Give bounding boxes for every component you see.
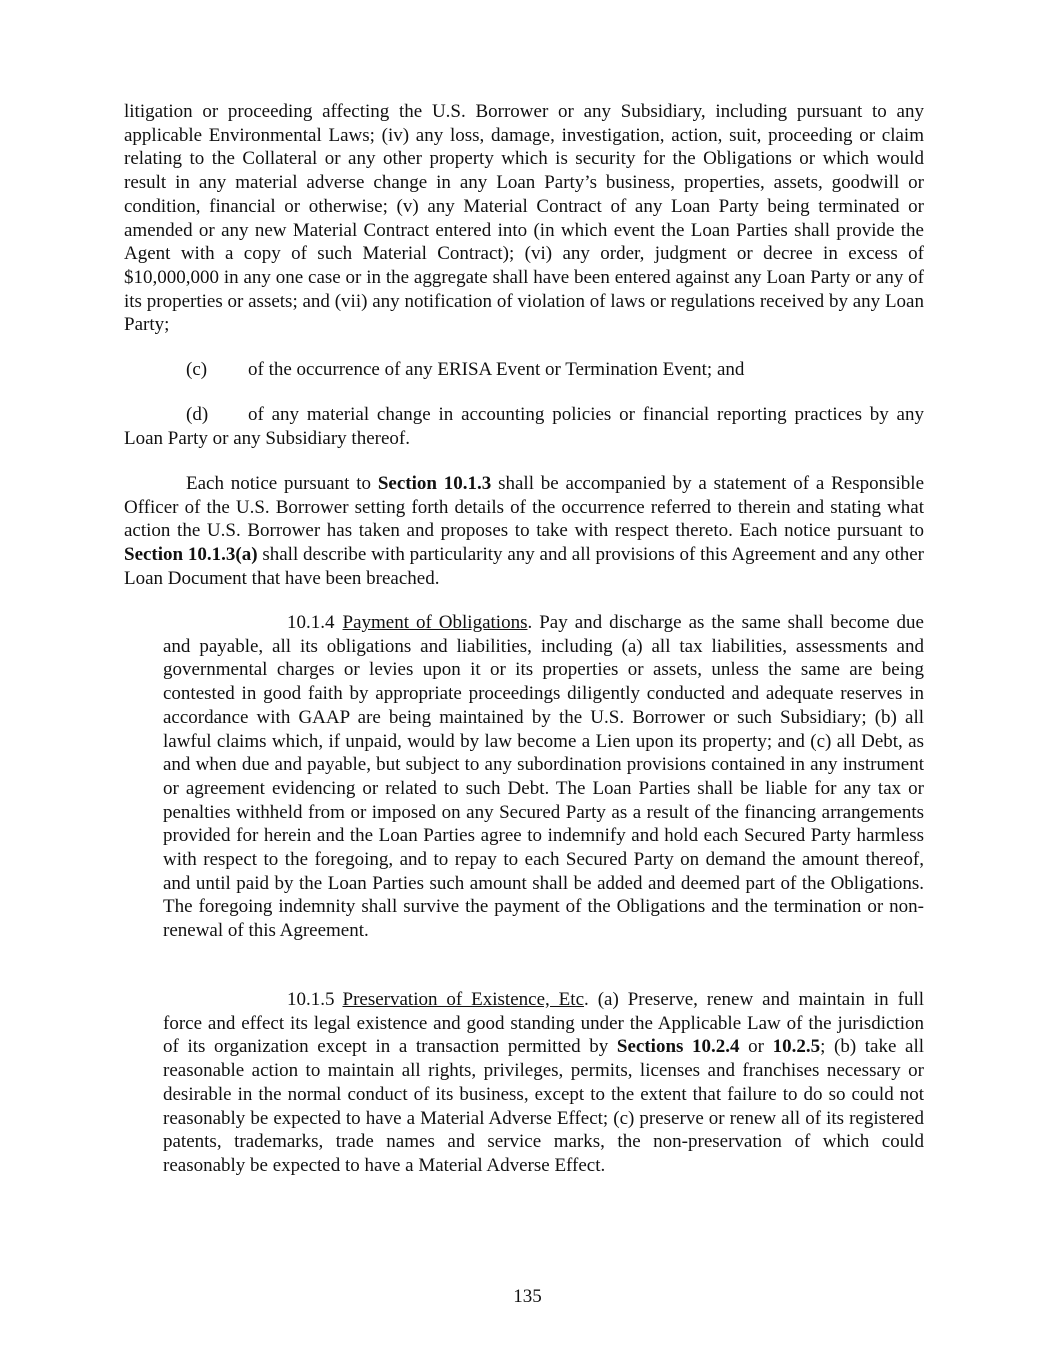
- section-10-1-4: [163, 611, 924, 943]
- each-notice-text-1: Each notice pursuant to: [186, 473, 378, 494]
- section-ref-10-2-4: Sections 10.2.4: [616, 1036, 740, 1058]
- item-d-label: (d): [186, 404, 209, 425]
- section-10-1-5-heading: Preservation of Existence, Etc: [342, 989, 585, 1010]
- section-ref-10-2-5: 10.2.5: [772, 1036, 821, 1058]
- item-c-label: (c): [186, 359, 208, 380]
- section-10-1-4-heading: Payment of Obligations: [342, 612, 528, 633]
- section-10-1-4-text: . Pay and discharge as the same shall become due and payable, all its obligations and liabilities, including (a) all tax liabilities, assessments and governmental charges or levies upon it or its properties or assets, unless the same are being contested in good faith by appropriate proceedings diligently conducted and adequate reserves in accordance with GAAP are being maintained by the U.S. Borrower or such Subsidiary; (b) all lawful claims which, if unpaid, would by law become a Lien upon its property; and (c) all Debt, as and when due and payable, but subject to any subordination provisions contained in any instrument or agreement evidencing or related to such Debt. The Loan Parties shall be liable for any tax or penalties withheld from or imposed on any Secured Party as a result of the financing arrangements provided for herein and the Loan Parties agree to indemnify and hold each Secured Party harmless with respect to the foregoing, and to repay to each Secured Party on demand the amount thereof, and until paid by the Loan Parties such amount shall be added and deemed part of the Obligations. The foregoing indemnity shall survive the payment of the Obligations and the termination or non-renewal of this Agreement.: [163, 612, 924, 942]
- section-10-1-5-text-2: or: [739, 1036, 773, 1058]
- section-10-1-5-text-1: . (a) Preserve, renew and maintain in full force and effect its legal existence and good standing under the Applicable Law of the jurisdiction of its organization except in a transaction permitted by: [163, 989, 924, 1058]
- section-ref-10-1-3a: Section 10.1.3(a): [124, 544, 258, 566]
- item-d-text: of any material change in accounting policies or financial reporting practices by any Loan Party or any Subsidiary thereof.: [124, 404, 924, 449]
- item-c-paragraph: [124, 358, 924, 382]
- section-10-1-5-text-3: ; (b) take all reasonable action to maintain all rights, privileges, permits, licenses and franchises necessary or desirable in the normal conduct of its business, except to the extent that failure to do so could not reasonably be expected to have a Material Adverse Effect; (c) preserve or renew all of its registered patents, trademarks, trade names and service marks, the non-preservation of which could reasonably be expected to have a Material Adverse Effect.: [163, 1036, 925, 1176]
- each-notice-text-3: shall describe with particularity any and all provisions of this Agreement and any other Loan Document that have been breached.: [124, 544, 924, 589]
- page-number: 135: [513, 1286, 542, 1307]
- section-ref-10-1-3: Section 10.1.3: [377, 473, 492, 494]
- item-d-paragraph: [124, 403, 924, 450]
- section-10-1-5: [163, 988, 924, 1178]
- intro-paragraph: litigation or proceeding affecting the U.S. Borrower or any Subsidiary, including pursuant to any applicable Environmental Laws; (iv) any loss, damage, investigation, action, suit, proceeding or claim relating to the Collateral or any other property which is security for the Obligations or which would result in any material adverse change in any Loan Party’s business, properties, assets, goodwill or condition, financial or otherwise; (v) any Material Contract of any Loan Party being terminated or amended or any new Material Contract entered into (in which event the Loan Parties shall provide the Agent with a copy of such Material Contract); (vi) any order, judgment or decree in excess of $10,000,000 in any one case or in the aggregate shall have been entered against any Loan Party or any of its properties or assets; and (vii) any notification of violation of laws or regulations received by any Loan Party;: [124, 101, 924, 336]
- item-c-text: of the occurrence of any ERISA Event or Termination Event; and: [248, 359, 745, 380]
- each-notice-text-2: shall be accompanied by a statement of a Responsible Officer of the U.S. Borrower setting forth details of the occurrence referred to therein and stating what action the U.S. Borrower has taken and proposes to take with respect thereto. Each notice pursuant to: [124, 473, 925, 542]
- each-notice-paragraph: [124, 472, 924, 591]
- section-10-1-5-number: 10.1.5: [287, 989, 335, 1010]
- section-10-1-4-number: 10.1.4: [287, 612, 335, 633]
